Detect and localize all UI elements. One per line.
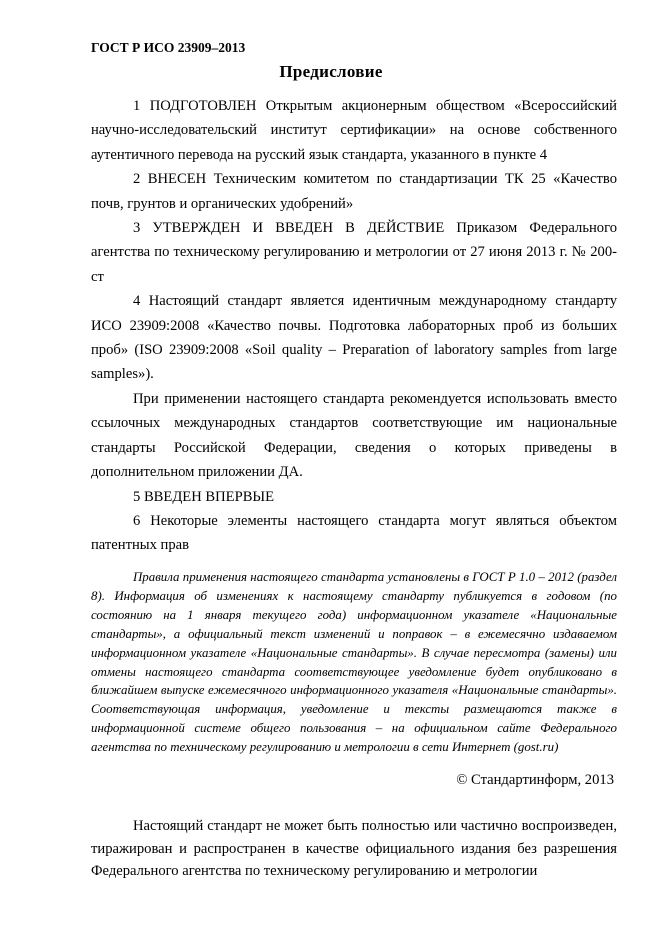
paragraph-introduced-by: 2 ВНЕСЕН Техническим комитетом по стандартизации ТК 25 «Качество почв, грунтов и органических удобрений» [91, 171, 617, 212]
application-rules-note [91, 568, 617, 757]
paragraph-prepared-by: 1 ПОДГОТОВЛЕН Открытым акционерным обществом «Всероссийский научно-исследовательский институт сертификации» на основе собственного аутентичного перевода на русский язык стандарта, указанного в пункте 4 [91, 98, 617, 163]
paragraph-identical-standard: 4 Настоящий стандарт является идентичным международному стандарту ИСО 23909:2008 «Качество почвы. Подготовка лабораторных проб из больших проб» (ISO 23909:2008 «Soil quality – Preparation of laboratory samples from large samples»). [91, 293, 617, 383]
standard-code-header: ГОСТ Р ИСО 23909–2013 [91, 40, 246, 55]
paragraph-approved: 3 УТВЕРЖДЕН И ВВЕДЕН В ДЕЙСТВИЕ Приказом Федерального агентства по техническому регулированию и метрологии от 27 июня 2013 г. № 200-ст [91, 220, 617, 285]
note-text: Правила применения настоящего стандарта установлены в ГОСТ Р 1.0 – 2012 (раздел 8). Информация об изменениях к настоящему стандарту публикуется в годовом (по состоянию на 1 января текущего года) информационном указателе «Национальные стандарты», а официальный текст изменений и поправок – в ежемесячно издаваемом информационном указателе «Национальные стандарты». В случае пересмотра (замены) или отмены настоящего стандарта соответствующее уведомление будет опубликовано в ближайшем выпуске ежемесячного информационного указателя «Национальные стандарты». Соответствующая информация, уведомление и тексты размещаются также в информационной системе общего пользования – на официальном сайте Федерального агентства по техническому регулированию и метрологии в сети Интернет (gost.ru) [91, 570, 617, 755]
page-title: Предисловие [279, 62, 383, 81]
paragraph-patent-rights: 6 Некоторые элементы настоящего стандарта могут являться объектом патентных прав [91, 512, 617, 554]
foreword-body [91, 94, 617, 558]
rights-text: Настоящий стандарт не может быть полностью или частично воспроизведен, тиражирован и распространен в качестве официального издания без разрешения Федерального агентства по техническому регулированию и метрологии [91, 818, 617, 879]
copyright-line: © Стандартинформ, 2013 [456, 772, 614, 788]
paragraph-introduced-first: 5 ВВЕДЕН ВПЕРВЫЕ [133, 488, 275, 505]
paragraph-usage-recommendation: При применении настоящего стандарта рекомендуется использовать вместо ссылочных международных стандартов соответствующие им национальные стандарты Российской Федерации, сведения о которых приведены в дополнительном приложении ДА. [91, 390, 617, 481]
reproduction-notice [91, 815, 617, 883]
